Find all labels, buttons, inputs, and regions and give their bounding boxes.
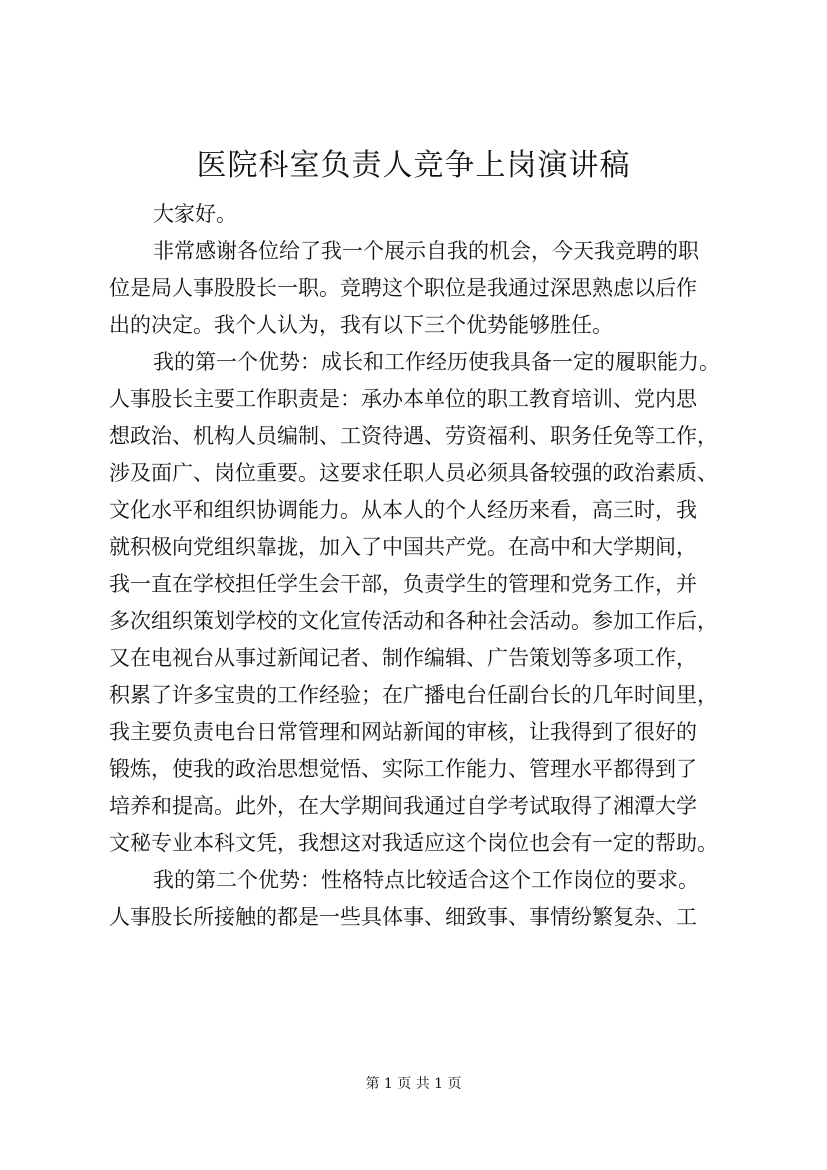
text-line: 又在电视台从事过新闻记者、制作编辑、广告策划等多项工作，: [109, 646, 697, 670]
text-line: 我一直在学校担任学生会干部，负责学生的管理和党务工作，并: [109, 572, 697, 596]
document-body: [109, 196, 739, 936]
text-line: 位是局人事股股长一职。竞聘这个职位是我通过深思熟虑以后作: [109, 276, 697, 300]
paragraph-greeting: [109, 196, 739, 233]
text-line: 想政治、机构人员编制、工资待遇、劳资福利、职务任免等工作，: [109, 424, 718, 448]
text-line: 涉及面广、岗位重要。这要求任职人员必须具备较强的政治素质、: [109, 461, 718, 485]
text-line: 就积极向党组织靠拢，加入了中国共产党。在高中和大学期间，: [109, 535, 697, 559]
text-line: 文秘专业本科文凭，我想这对我适应这个岗位也会有一定的帮助。: [109, 831, 718, 855]
text-line: 多次组织策划学校的文化宣传活动和各种社会活动。参加工作后，: [109, 609, 718, 633]
text-line: 文化水平和组织协调能力。从本人的个人经历来看，高三时，我: [109, 498, 697, 522]
text-line: 非常感谢各位给了我一个展示自我的机会，今天我竞聘的职: [153, 239, 699, 263]
text-line: 积累了许多宝贵的工作经验；在广播电台任副台长的几年时间里，: [109, 683, 718, 707]
page-footer: 第 1 页 共 1 页: [365, 1076, 462, 1092]
paragraph-first-advantage: [109, 344, 739, 862]
paragraph-intro: [109, 233, 739, 344]
text-line: 大家好。: [153, 202, 237, 226]
text-line: 我主要负责电台日常管理和网站新闻的审核，让我得到了很好的: [109, 720, 697, 744]
text-line: 锻炼，使我的政治思想觉悟、实际工作能力、管理水平都得到了: [109, 757, 697, 781]
text-line: 人事股长主要工作职责是：承办本单位的职工教育培训、党内思: [109, 387, 697, 411]
document-title: 医院科室负责人竞争上岗演讲稿: [196, 148, 631, 183]
paragraph-second-advantage: [109, 862, 739, 936]
text-line: 我的第二个优势：性格特点比较适合这个工作岗位的要求。: [153, 868, 699, 892]
text-line: 人事股长所接触的都是一些具体事、细致事、事情纷繁复杂、工: [109, 905, 697, 929]
text-line: 出的决定。我个人认为，我有以下三个优势能够胜任。: [109, 313, 613, 337]
text-line: 我的第一个优势：成长和工作经历使我具备一定的履职能力。: [153, 350, 720, 374]
text-line: 培养和提高。此外，在大学期间我通过自学考试取得了湘潭大学: [109, 794, 697, 818]
